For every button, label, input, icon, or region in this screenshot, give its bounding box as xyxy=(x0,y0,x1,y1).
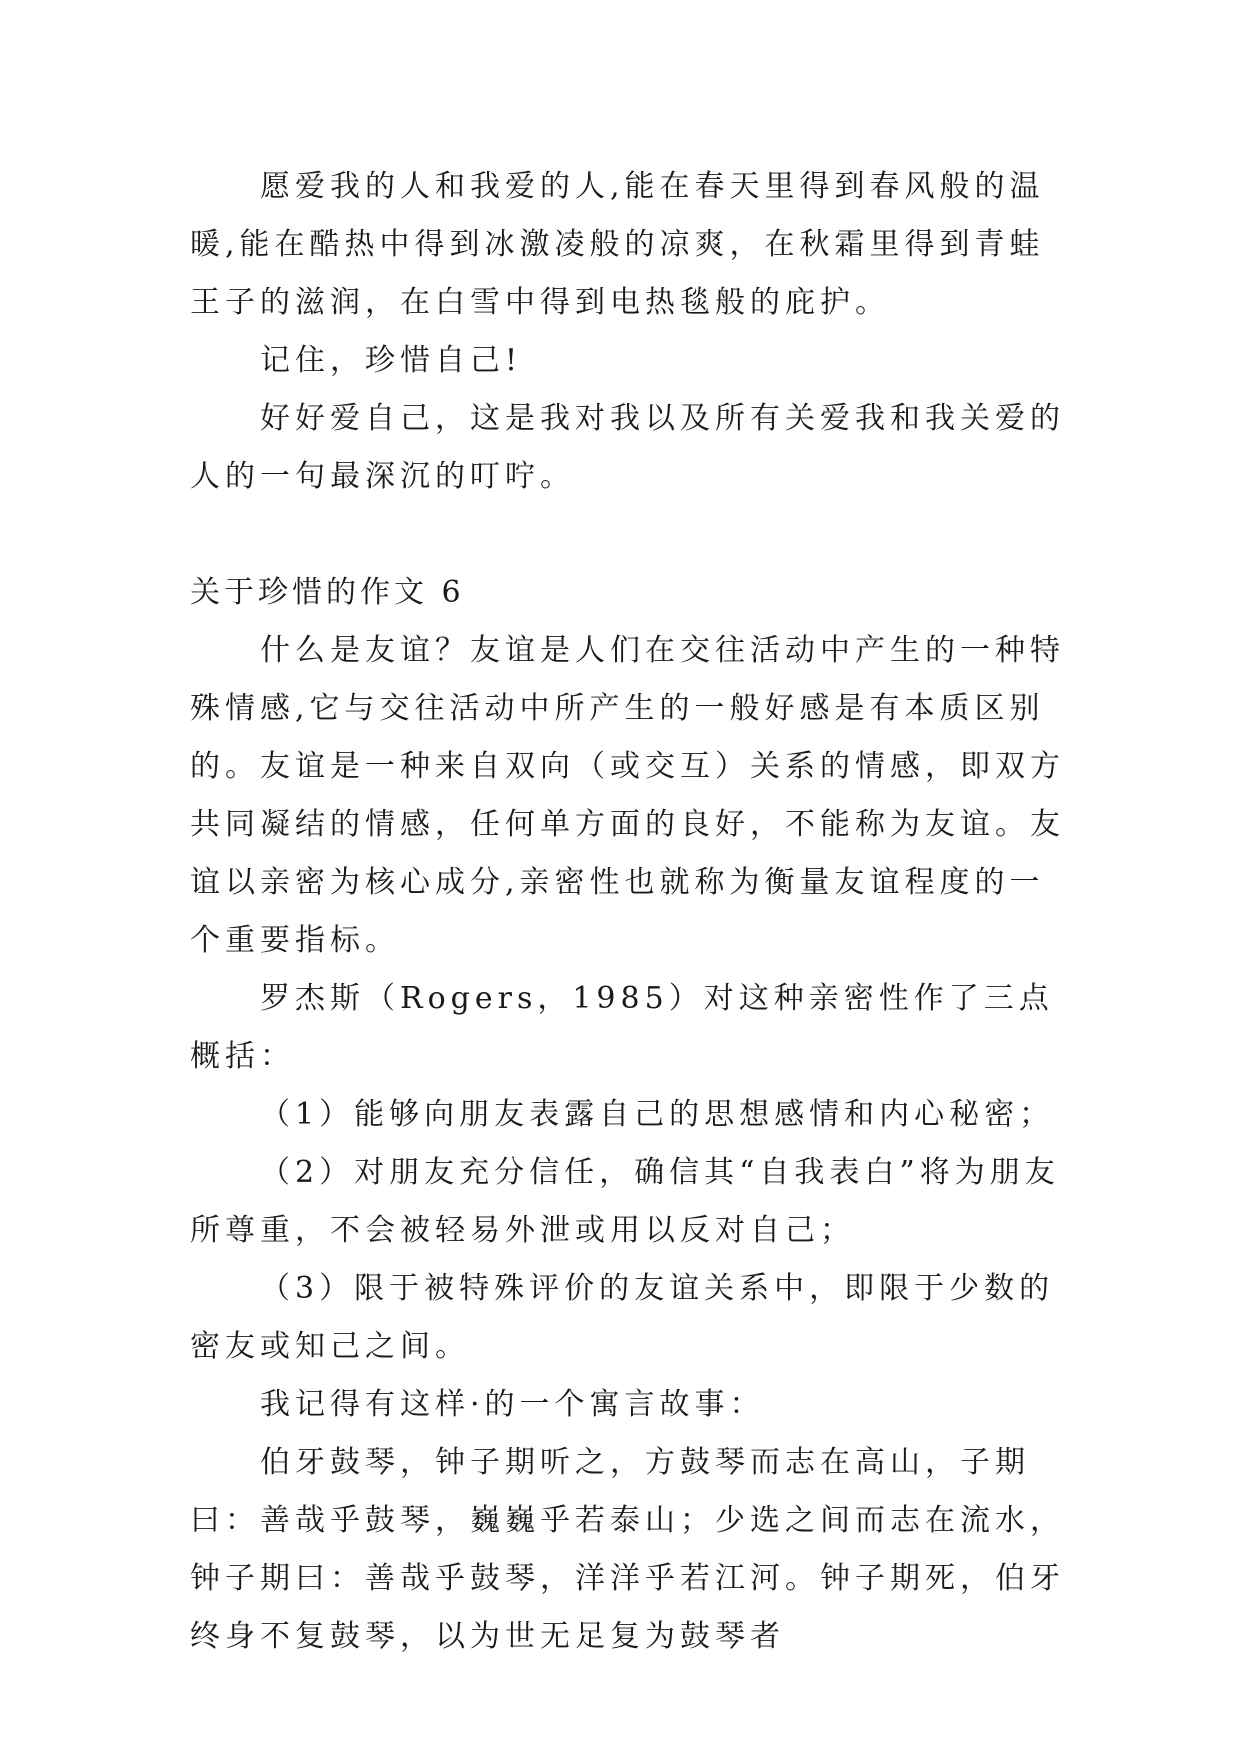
paragraph-remember: 记住，珍惜自己! xyxy=(260,343,523,378)
paragraph-point-3: （3）限于被特殊评价的友谊关系中，即限于少数的密友或知己之间。 xyxy=(190,1271,1055,1364)
paragraph-fable-intro: 我记得有这样·的一个寓言故事： xyxy=(260,1387,765,1422)
section-spacer xyxy=(190,506,1070,564)
paragraph-rogers: 罗杰斯（Rogers，1985）对这种亲密性作了三点概括： xyxy=(190,981,1054,1074)
paragraph-point-2: （2）对朋友充分信任，确信其“自我表白”将为朋友所尊重，不会被轻易外泄或用以反对自己； xyxy=(190,1155,1060,1248)
paragraph-friendship-definition: 什么是友谊？友谊是人们在交往活动中产生的一种特殊情感,它与交往活动中所产生的一般好感是有本质区别的。友谊是一种来自双向（或交互）关系的情感，即双方共同凝结的情感，任何单方面的良好，不能称为友谊。友谊以亲密为核心成分,亲密性也就称为衡量友谊程度的一个重要指标。 xyxy=(190,633,1065,958)
section-title: 关于珍惜的作文 6 xyxy=(190,575,465,610)
paragraph-point-1: （1）能够向朋友表露自己的思想感情和内心秘密； xyxy=(260,1097,1055,1132)
paragraph-wish: 愿爱我的人和我爱的人,能在春天里得到春风般的温暖,能在酷热中得到冰激凌般的凉爽，在秋霜里得到青蛙王子的滋润，在白雪中得到电热毯般的庇护。 xyxy=(190,169,1045,320)
paragraph-love-yourself: 好好爱自己，这是我对我以及所有关爱我和我关爱的人的一句最深沉的叮咛。 xyxy=(190,401,1065,494)
paragraph-fable: 伯牙鼓琴，钟子期听之，方鼓琴而志在高山，子期曰：善哉乎鼓琴，巍巍乎若泰山；少选之间而志在流水，钟子期曰：善哉乎鼓琴，洋洋乎若江河。钟子期死，伯牙终身不复鼓琴，以为世无足复为鼓琴者 xyxy=(190,1445,1065,1654)
document-page xyxy=(190,158,1070,1666)
